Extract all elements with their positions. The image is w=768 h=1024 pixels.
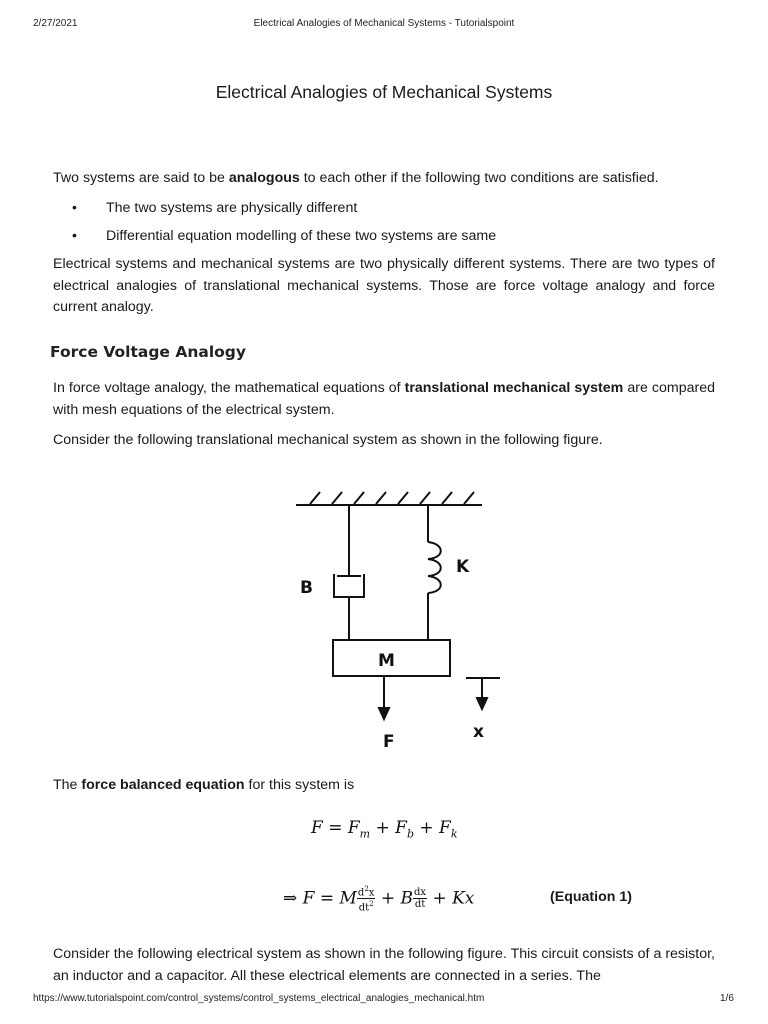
print-header-title: Electrical Analogies of Mechanical Systems - Tutorialspoint bbox=[253, 18, 515, 29]
translational-term: translational mechanical system bbox=[404, 380, 624, 396]
damper-label: B bbox=[300, 578, 313, 598]
page-title: Electrical Analogies of Mechanical Systems bbox=[215, 82, 553, 102]
print-date: 2/27/2021 bbox=[33, 18, 78, 29]
intro-paragraph: Two systems are said to be analogous to each other if the following two conditions are satisfied. bbox=[53, 170, 659, 186]
force-arrow-icon bbox=[379, 676, 389, 719]
bullet-icon: • bbox=[72, 199, 77, 215]
section-heading-force-voltage-analogy: Force Voltage Analogy bbox=[50, 343, 246, 361]
displacement-arrow-icon bbox=[466, 678, 500, 709]
mechanical-system-figure bbox=[290, 486, 510, 756]
consider-mechanical-paragraph: Consider the following translational mechanical system as shown in the following figure. bbox=[53, 432, 603, 448]
print-footer-url: https://www.tutorialspoint.com/control_systems/control_systems_electrical_analogies_mechanical.htm bbox=[33, 993, 485, 1004]
displacement-label: x bbox=[473, 722, 484, 742]
fva-paragraph: In force voltage analogy, the mathematical equations of translational mechanical system are compared with mesh equations of the electrical system. bbox=[53, 380, 715, 418]
damper-icon bbox=[334, 505, 364, 640]
force-balanced-term: force balanced equation bbox=[81, 777, 245, 793]
consider-electrical-paragraph: Consider the following electrical system as shown in the following figure. This circuit consists of a resistor, an inductor and a capacitor. All these electrical elements are connected in a series. The bbox=[53, 946, 715, 984]
analogous-term: analogous bbox=[228, 170, 300, 186]
bullet-icon: • bbox=[72, 227, 77, 243]
analogy-types-paragraph: Electrical systems and mechanical systems are two physically different systems. There are two types of electrical analogies of translational mechanical systems. Those are force voltage analogy and force current analogy. bbox=[53, 256, 715, 315]
print-page-number: 1/6 bbox=[720, 993, 734, 1004]
force-label: F bbox=[383, 732, 395, 752]
mass-label: M bbox=[378, 651, 395, 671]
spring-icon bbox=[428, 505, 441, 640]
force-sum-equation: $F = F_m + F_b + F_k$ bbox=[311, 818, 458, 841]
support-hatching bbox=[310, 492, 474, 504]
force-balance-paragraph: The force balanced equation for this system is bbox=[53, 777, 355, 793]
differential-equation: ⇒ F = M $\frac{d^2x}{dt^2}$ + B $\frac{dx}{dt}$ + Kx bbox=[283, 885, 475, 914]
spring-label: K bbox=[456, 557, 470, 577]
equation-1-label: (Equation 1) bbox=[550, 889, 632, 905]
